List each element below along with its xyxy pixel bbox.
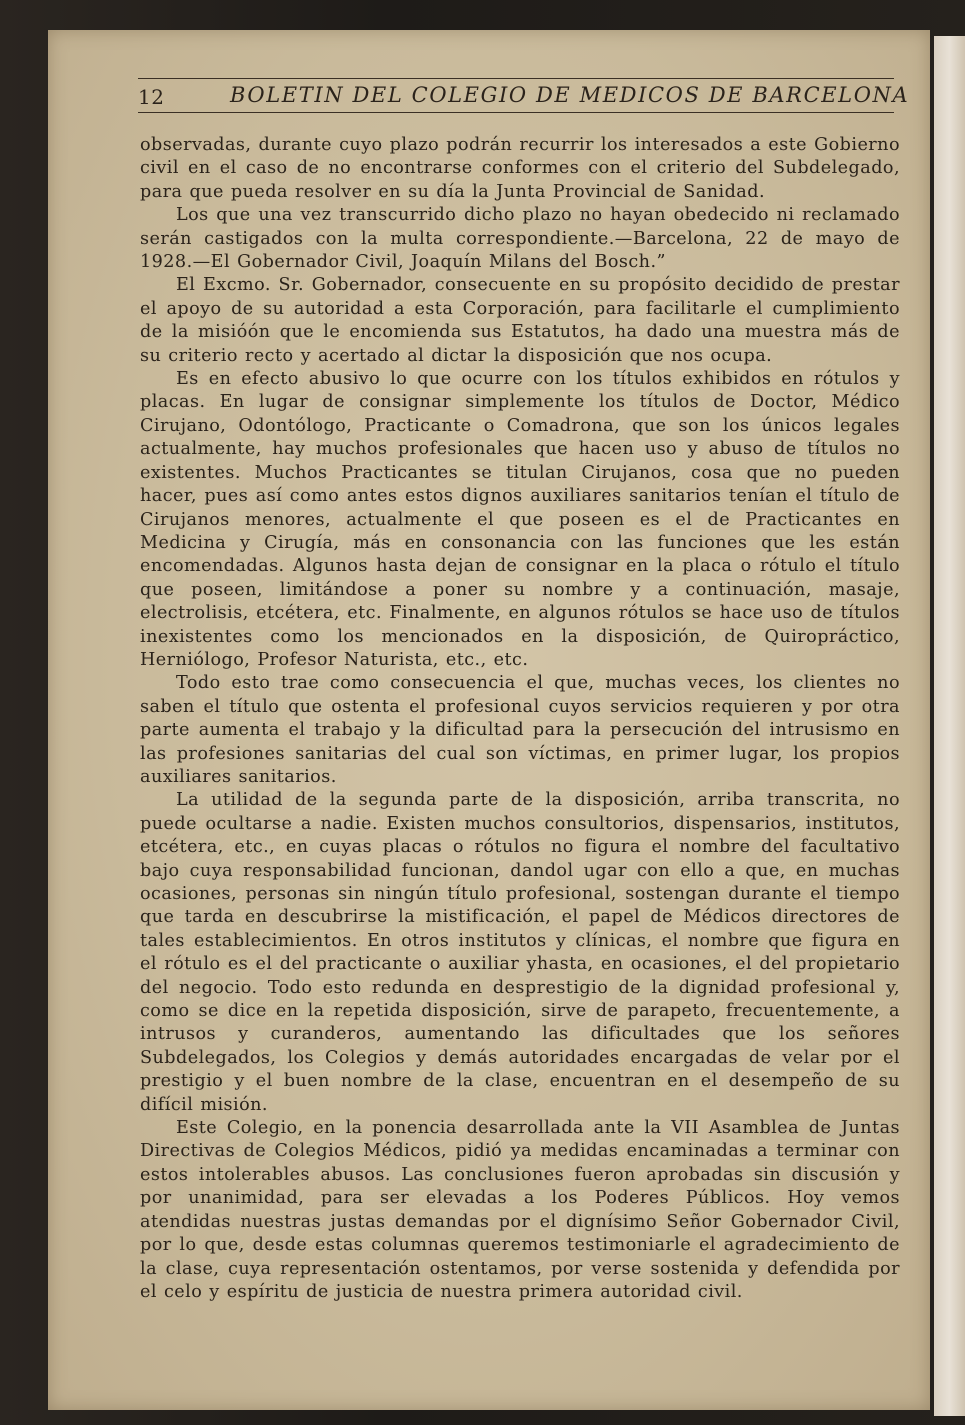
- paragraph: Los que una vez transcurrido dicho plazo no hayan obedecido ni reclamado serán castigados con la multa correspondiente.—Barcelona, 22 de mayo de 1928.—El Gobernador Civil, Joaquín Milans del Bosch.”: [140, 205, 900, 273]
- paragraph: Es en efecto abusivo lo que ocurre con los títulos exhibidos en rótulos y placas. En lugar de consignar simplemente los títulos de Doctor, Médico Cirujano, Odontólogo, Practicante o Comadrona, que son los únicos legales actualmente, hay muchos profesionales que hacen uso y abuso de títulos no existentes. Muchos Practicantes se titulan Cirujanos, cosa que no pueden hacer, pues así como antes estos dignos auxiliares sanitarios tenían el título de Cirujanos menores, actualmente el que poseen es el de Practicantes en Medicina y Cirugía, más en consonancia con las funciones que les están encomendadas. Algunos hasta dejan de consignar en la placa o rótulo el título que poseen, limitándose a poner su nombre y a continuación, masaje, electrolisis, etcétera, etc. Finalmente, en algunos rótulos se hace uso de títulos inexistentes como los mencionados en la disposición, de Quiropráctico, Herniólogo, Profesor Naturista, etc., etc.: [140, 369, 900, 670]
- paragraph: Este Colegio, en la ponencia desarrollada ante la VII Asamblea de Juntas Directivas de Colegios Médicos, pidió ya medidas encaminadas a terminar con estos intolerables abusos. Las conclusiones fueron aprobadas sin discusión y por unanimidad, para ser elevadas a los Poderes Públicos. Hoy vemos atendidas nuestras justas demandas por el dignísimo Señor Gobernador Civil, por lo que, desde estas columnas queremos testimoniarle el agradecimiento de la clase, cuya representación ostentamos, por verse sostenida y defendida por el celo y espíritu de justicia de nuestra primera autoridad civil.: [140, 1118, 900, 1302]
- paragraph: observadas, durante cuyo plazo podrán recurrir los interesados a este Gobierno civil en el caso de no encontrarse conformes con el criterio del Subdelegado, para que pueda resolver en su día la Junta Provincial de Sanidad.: [140, 135, 900, 202]
- article-body: [140, 134, 900, 1304]
- page-number: 12: [138, 85, 165, 109]
- running-header: [138, 78, 910, 114]
- header-rule-top: [138, 78, 894, 79]
- running-title: BOLETIN DEL COLEGIO DE MEDICOS DE BARCELONA: [230, 83, 910, 107]
- paragraph: La utilidad de la segunda parte de la disposición, arriba transcrita, no puede ocultarse a nadie. Existen muchos consultorios, dispensarios, institutos, etcétera, etc., en cuyas placas o rótulos no figura el nombre del facultativo bajo cuya responsabilidad funcionan, dandol ugar con ello a que, en muchas ocasiones, personas sin ningún título profesional, sostengan durante el tiempo que tarda en descubrirse la mistificación, el papel de Médicos directores de tales establecimientos. En otros institutos y clínicas, el nombre que figura en el rótulo es el del practicante o auxiliar yhastа, en ocasiones, el del propietario del negocio. Todo esto redunda en desprestigio de la dignidad profesional y, como se dice en la repetida disposición, sirve de parapeto, frecuentemente, a intrusos y curanderos, aumentando las dificultades que los señores Subdelegados, los Colegios y demás autoridades encargadas de velar por el prestigio y el buen nombre de la clase, encuentran en el desempeño de su difícil misión.: [140, 790, 900, 1115]
- paragraph: Todo esto trae como consecuencia el que, muchas veces, los clientes no saben el título que ostenta el profesional cuyos servicios requieren y por otra parte aumenta el trabajo y la dificultad para la persecución del intrusismo en las profesiones sanitarias del cual son víctimas, en primer lugar, los propios auxiliares sanitarios.: [140, 673, 900, 787]
- next-page-edge: [934, 36, 965, 1416]
- paragraph: El Excmo. Sr. Gobernador, consecuente en su propósito decidido de prestar el apoyo de su autoridad a esta Corporación, para facilitarle el cumplimiento de la misióón que le encomienda sus Estatutos, ha dado una muestra más de su criterio recto y acertado al dictar la disposición que nos ocupa.: [140, 275, 900, 366]
- header-rule-bottom: [138, 112, 894, 113]
